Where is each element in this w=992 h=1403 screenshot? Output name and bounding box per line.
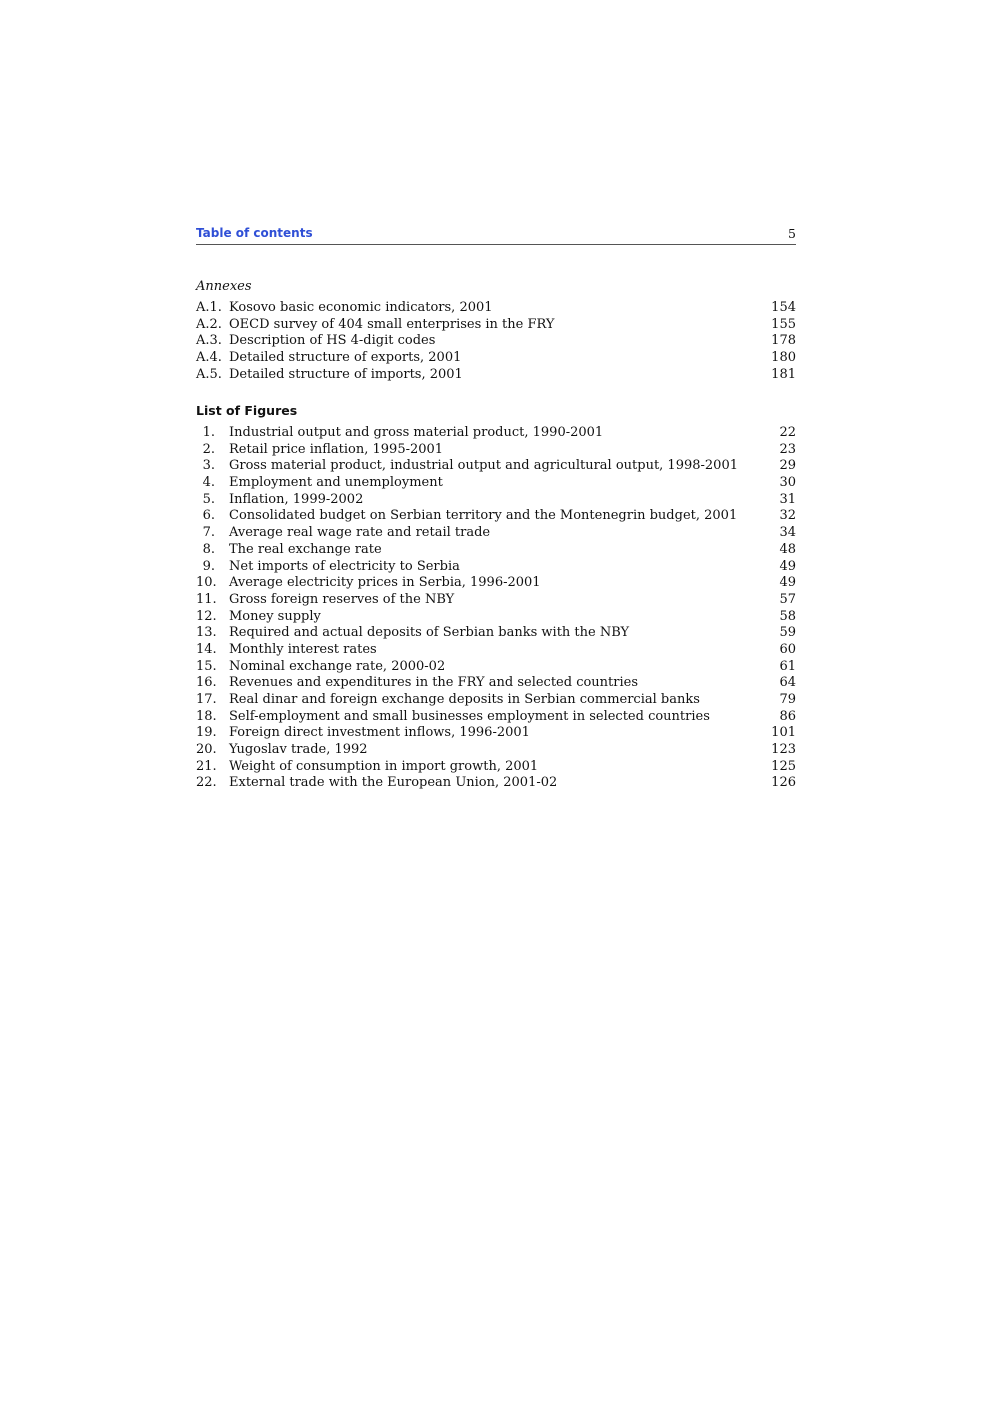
entry-title: Self-employment and small businesses employment in selected countries <box>229 708 710 724</box>
entry-title: External trade with the European Union, 2001-02 <box>229 775 558 791</box>
entry-title: Employment and unemployment <box>229 475 443 491</box>
figure-entry[interactable] <box>196 742 796 759</box>
figure-entry[interactable] <box>196 442 796 459</box>
entry-number: 1. <box>202 425 215 440</box>
entry-page-number: 49 <box>779 575 796 591</box>
entry-page-number: 154 <box>771 300 796 315</box>
header-page-number: 5 <box>788 226 796 241</box>
entry-title: Gross material product, industrial output and agricultural output, 1998-2001 <box>229 458 738 474</box>
figures-heading: List of Figures <box>196 403 298 418</box>
figure-entry[interactable] <box>196 575 796 592</box>
entry-page-number: 31 <box>779 491 796 507</box>
entry-page-number: 180 <box>771 350 796 366</box>
annex-list <box>196 300 796 383</box>
entry-title: Foreign direct investment inflows, 1996-2001 <box>229 725 530 741</box>
entry-page-number: 86 <box>779 708 796 724</box>
entry-number: 8. <box>202 541 215 557</box>
entry-number: A.1. <box>196 300 222 315</box>
entry-title: The real exchange rate <box>229 541 382 557</box>
figure-entry[interactable] <box>196 525 796 542</box>
entry-page-number: 58 <box>779 608 796 624</box>
entry-number: 14. <box>196 641 217 657</box>
entry-title: Nominal exchange rate, 2000-02 <box>229 658 446 674</box>
figure-entry[interactable] <box>196 475 796 492</box>
entry-number: 12. <box>196 608 217 624</box>
entry-title: Industrial output and gross material product, 1990-2001 <box>229 425 604 440</box>
annexes-heading: Annexes <box>196 279 252 294</box>
entry-title: Description of HS 4-digit codes <box>229 333 436 349</box>
entry-page-number: 30 <box>779 475 796 491</box>
figure-entry[interactable] <box>196 625 796 642</box>
entry-number: 3. <box>202 458 215 474</box>
entry-title: Net imports of electricity to Serbia <box>229 558 460 574</box>
entry-page-number: 64 <box>779 675 796 691</box>
entry-title: Gross foreign reserves of the NBY <box>229 591 455 607</box>
entry-title: Revenues and expenditures in the FRY and selected countries <box>229 675 639 691</box>
entry-page-number: 178 <box>771 333 796 349</box>
entry-number: 5. <box>202 491 215 507</box>
entry-number: A.5. <box>196 366 222 382</box>
entry-title: Inflation, 1999-2002 <box>229 491 364 507</box>
figure-entry[interactable] <box>196 775 796 792</box>
entry-number: A.2. <box>196 316 222 332</box>
figure-entry[interactable] <box>196 492 796 509</box>
figure-list <box>196 425 796 792</box>
entry-title: Retail price inflation, 1995-2001 <box>229 441 444 457</box>
figure-entry[interactable] <box>196 659 796 676</box>
figure-entry[interactable] <box>196 592 796 609</box>
entry-number: A.4. <box>196 350 222 366</box>
entry-number: A.3. <box>196 333 222 349</box>
toc-page <box>196 226 796 791</box>
entry-title: Average real wage rate and retail trade <box>229 525 491 541</box>
entry-title: Detailed structure of exports, 2001 <box>229 350 462 366</box>
entry-page-number: 34 <box>779 525 796 541</box>
entry-title: Detailed structure of imports, 2001 <box>229 366 463 382</box>
figure-entry[interactable] <box>196 692 796 709</box>
annex-entry[interactable] <box>196 367 796 384</box>
figure-entry[interactable] <box>196 759 796 776</box>
entry-number: 2. <box>202 441 215 457</box>
entry-number: 18. <box>196 708 217 724</box>
entry-page-number: 181 <box>771 366 796 382</box>
entry-page-number: 123 <box>771 742 796 758</box>
entry-page-number: 125 <box>771 758 796 774</box>
entry-title: Weight of consumption in import growth, 2001 <box>229 758 539 774</box>
entry-page-number: 29 <box>779 458 796 474</box>
entry-number: 6. <box>202 508 215 524</box>
entry-number: 7. <box>202 525 215 541</box>
entry-number: 16. <box>196 675 217 691</box>
entry-page-number: 155 <box>771 316 796 332</box>
running-header <box>196 226 796 245</box>
figure-entry[interactable] <box>196 559 796 576</box>
annex-entry[interactable] <box>196 333 796 350</box>
entry-title: Kosovo basic economic indicators, 2001 <box>229 300 493 315</box>
entry-page-number: 57 <box>779 591 796 607</box>
entry-number: 17. <box>196 692 217 707</box>
annex-entry[interactable] <box>196 350 796 367</box>
entry-title: Money supply <box>229 608 321 624</box>
figure-entry[interactable] <box>196 458 796 475</box>
figure-entry[interactable] <box>196 709 796 726</box>
entry-title: Monthly interest rates <box>229 641 377 657</box>
figure-entry[interactable] <box>196 508 796 525</box>
entry-page-number: 59 <box>779 625 796 641</box>
entry-title: OECD survey of 404 small enterprises in the FRY <box>229 316 555 332</box>
figure-entry[interactable] <box>196 642 796 659</box>
entry-page-number: 60 <box>779 641 796 657</box>
entry-number: 10. <box>196 575 217 591</box>
entry-number: 15. <box>196 658 217 674</box>
annex-entry[interactable] <box>196 300 796 317</box>
entry-number: 20. <box>196 742 217 758</box>
entry-page-number: 22 <box>779 425 796 440</box>
entry-number: 11. <box>196 591 217 607</box>
entry-title: Required and actual deposits of Serbian banks with the NBY <box>229 625 630 641</box>
header-title[interactable]: Table of contents <box>196 226 313 240</box>
entry-page-number: 49 <box>779 558 796 574</box>
entry-number: 22. <box>196 775 217 791</box>
entry-number: 9. <box>202 558 215 574</box>
entry-page-number: 23 <box>779 441 796 457</box>
entry-title: Consolidated budget on Serbian territory and the Montenegrin budget, 2001 <box>229 508 738 524</box>
entry-page-number: 48 <box>779 541 796 557</box>
entry-page-number: 101 <box>771 725 796 741</box>
entry-number: 19. <box>196 725 217 741</box>
entry-number: 4. <box>202 475 215 491</box>
figure-entry[interactable] <box>196 542 796 559</box>
entry-page-number: 126 <box>771 775 796 791</box>
entry-number: 21. <box>196 758 217 774</box>
figure-entry[interactable] <box>196 675 796 692</box>
entry-title: Average electricity prices in Serbia, 1996-2001 <box>229 575 541 591</box>
annex-entry[interactable] <box>196 317 796 334</box>
entry-page-number: 79 <box>779 692 796 707</box>
entry-number: 13. <box>196 625 217 641</box>
entry-title: Yugoslav trade, 1992 <box>229 742 368 758</box>
entry-page-number: 61 <box>779 658 796 674</box>
figure-entry[interactable] <box>196 609 796 626</box>
figure-entry[interactable] <box>196 425 796 442</box>
figure-entry[interactable] <box>196 725 796 742</box>
entry-title: Real dinar and foreign exchange deposits in Serbian commercial banks <box>229 692 700 707</box>
entry-page-number: 32 <box>779 508 796 524</box>
